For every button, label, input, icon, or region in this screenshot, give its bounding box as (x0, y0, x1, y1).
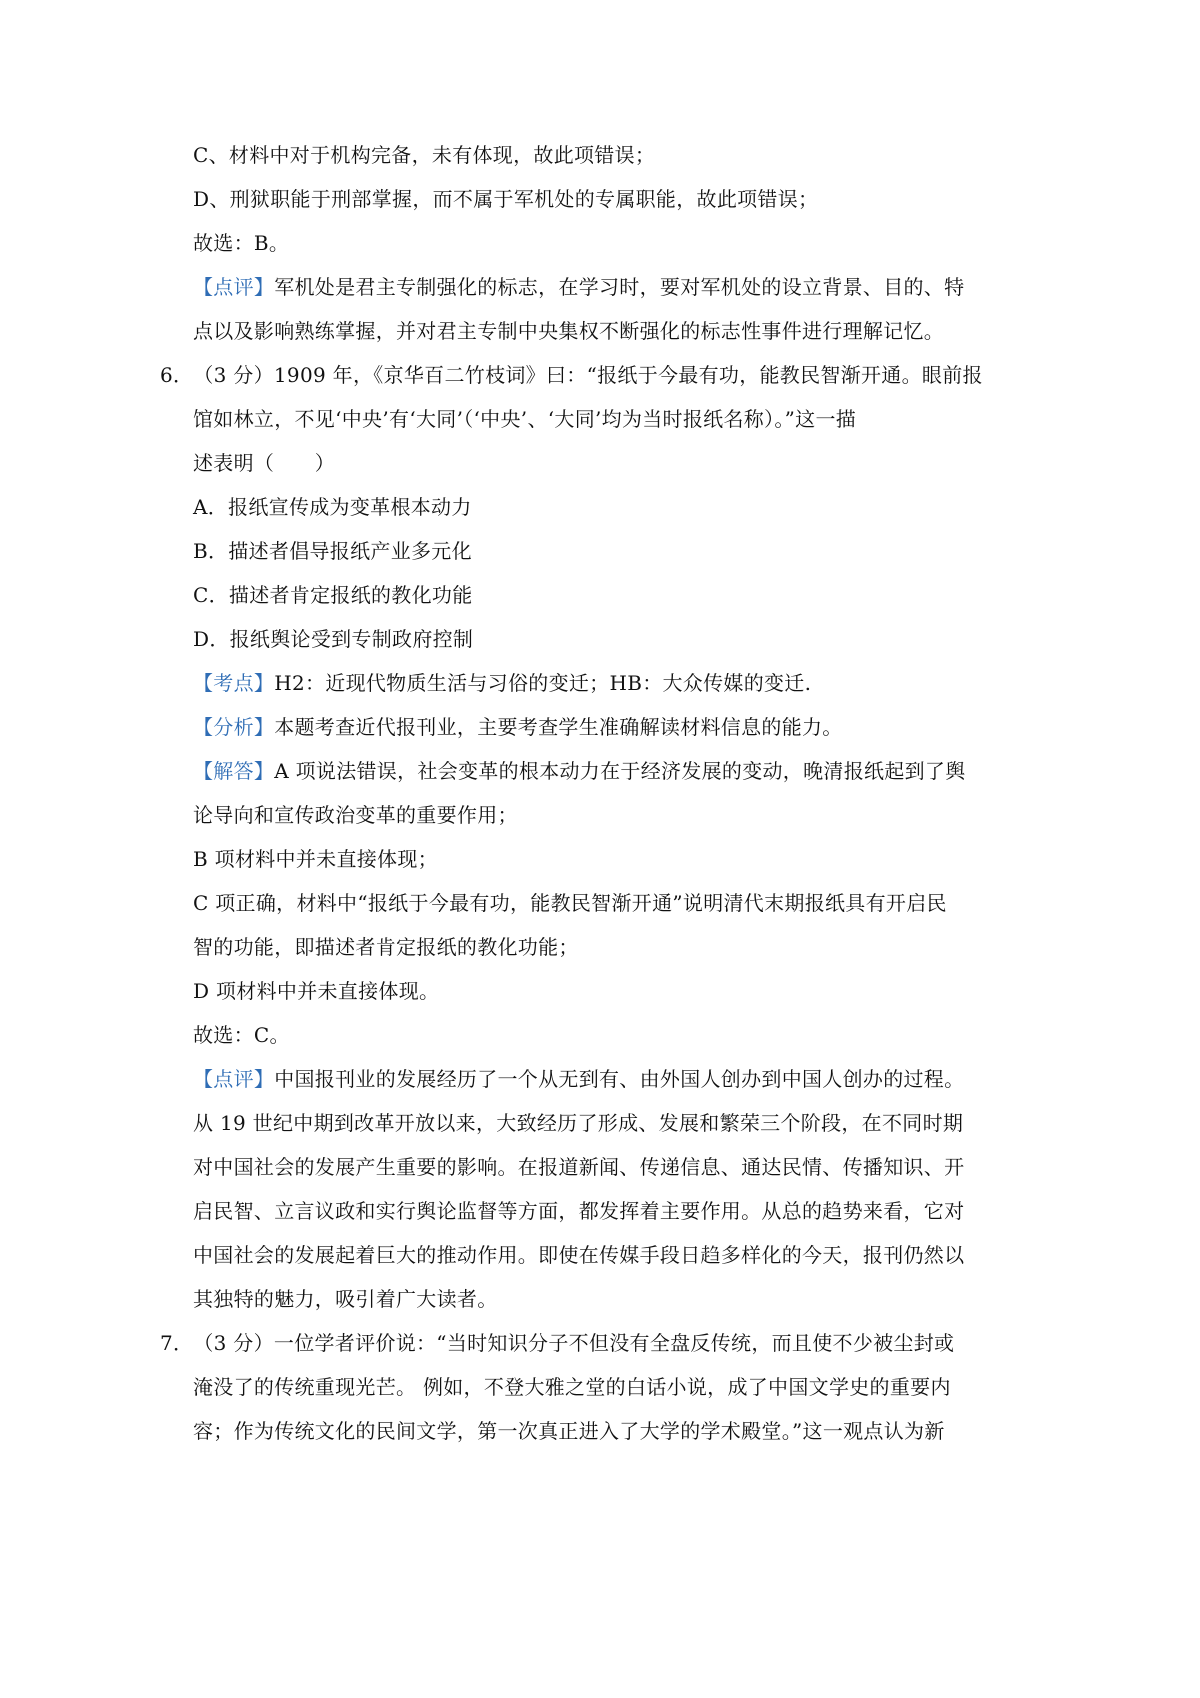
q5-option-d-explanation: D、刑狱职能于刑部掌握，而不属于军机处的专属职能，故此项错误； (193, 187, 819, 211)
q6-jieda-line-1 (193, 756, 966, 786)
q6-dianping-line-4: 启民智、立言议政和实行舆论监督等方面，都发挥着主要作用。从总的趋势来看，它对 (193, 1199, 965, 1223)
q5-comment-text-1: 军机处是君主专制强化的标志，在学习时，要对军机处的设立背景、目的、特 (274, 275, 965, 299)
q6-fenxi-text: 本题考查近代报刊业，主要考查学生准确解读材料信息的能力。 (274, 715, 843, 739)
fenxi-tag: 【分析】 (193, 715, 275, 739)
q6-dianping-text-1: 中国报刊业的发展经历了一个从无到有、由外国人创办到中国人创办的过程。 (274, 1067, 965, 1091)
q6-dianping-line-5: 中国社会的发展起着巨大的推动作用。即使在传媒手段日趋多样化的今天，报刊仍然以 (193, 1243, 965, 1267)
q7-stem-text-1: （3 分）一位学者评价说：“当时知识分子不但没有全盘反传统，而且使不少被尘封或 (193, 1331, 955, 1355)
q6-fenxi (193, 712, 843, 742)
q6-option-c: C．描述者肯定报纸的教化功能 (193, 583, 473, 607)
q6-dianping-line-2: 从 19 世纪中期到改革开放以来，大致经历了形成、发展和繁荣三个阶段，在不同时期 (193, 1111, 964, 1135)
dianping-tag: 【点评】 (193, 1067, 275, 1091)
q6-answer: 故选：C。 (193, 1023, 290, 1047)
q6-jieda-line-5: 智的功能，即描述者肯定报纸的教化功能； (193, 935, 579, 959)
jieda-tag: 【解答】 (193, 759, 275, 783)
q6-jieda-text-1: A 项说法错误，社会变革的根本动力在于经济发展的变动，晚清报纸起到了舆 (274, 759, 966, 783)
q6-jieda-line-2: 论导向和宣传政治变革的重要作用； (193, 803, 518, 827)
q6-jieda-line-6: D 项材料中并未直接体现。 (193, 979, 440, 1003)
q5-answer: 故选：B。 (193, 231, 290, 255)
q6-jieda-line-3: B 项材料中并未直接体现； (193, 847, 438, 871)
q6-dianping-line-6: 其独特的魅力，吸引着广大读者。 (193, 1287, 498, 1311)
q7-stem-line-3: 容；作为传统文化的民间文学，第一次真正进入了大学的学术殿堂。”这一观点认为新 (193, 1419, 945, 1443)
q6-dianping-line-3: 对中国社会的发展产生重要的影响。在报道新闻、传递信息、通达民情、传播知识、开 (193, 1155, 965, 1179)
q7-number: 7． (160, 1331, 194, 1355)
q6-dianping-line-1 (193, 1064, 964, 1094)
q5-option-c-explanation: C、材料中对于机构完备，未有体现，故此项错误； (193, 143, 656, 167)
q6-option-b: B．描述者倡导报纸产业多元化 (193, 539, 472, 563)
q6-option-d: D．报纸舆论受到专制政府控制 (193, 627, 474, 651)
q6-stem-line-3: 述表明（ ） (193, 451, 336, 475)
q6-jieda-line-4: C 项正确，材料中“报纸于今最有功，能教民智渐开通”说明清代末期报纸具有开启民 (193, 891, 947, 915)
q6-stem-line-2: 馆如林立，不见‘中央’有‘大同’（‘中央’、‘大同’均为当时报纸名称）。”这一描 (193, 407, 857, 431)
q5-comment-line-1 (193, 272, 964, 302)
q6-number: 6． (160, 363, 194, 387)
q6-option-a: A．报纸宣传成为变革根本动力 (193, 495, 472, 519)
kaodian-tag: 【考点】 (193, 671, 275, 695)
q6-kaodian (193, 668, 811, 698)
q7-stem-line-2: 淹没了的传统重现光芒。 例如，不登大雅之堂的白话小说，成了中国文学史的重要内 (193, 1375, 951, 1399)
q6-stem-line-1 (160, 360, 983, 390)
q5-comment-line-2: 点以及影响熟练掌握，并对君主专制中央集权不断强化的标志性事件进行理解记忆。 (193, 319, 945, 343)
q6-stem-text-1: （3 分）1909 年，《京华百二竹枝词》曰：“报纸于今最有功，能教民智渐开通。眼前报 (193, 363, 983, 387)
q7-stem-line-1 (160, 1328, 954, 1358)
comment-tag: 【点评】 (193, 275, 275, 299)
q6-kaodian-text: H2：近现代物质生活与习俗的变迁；HB：大众传媒的变迁. (274, 671, 812, 695)
